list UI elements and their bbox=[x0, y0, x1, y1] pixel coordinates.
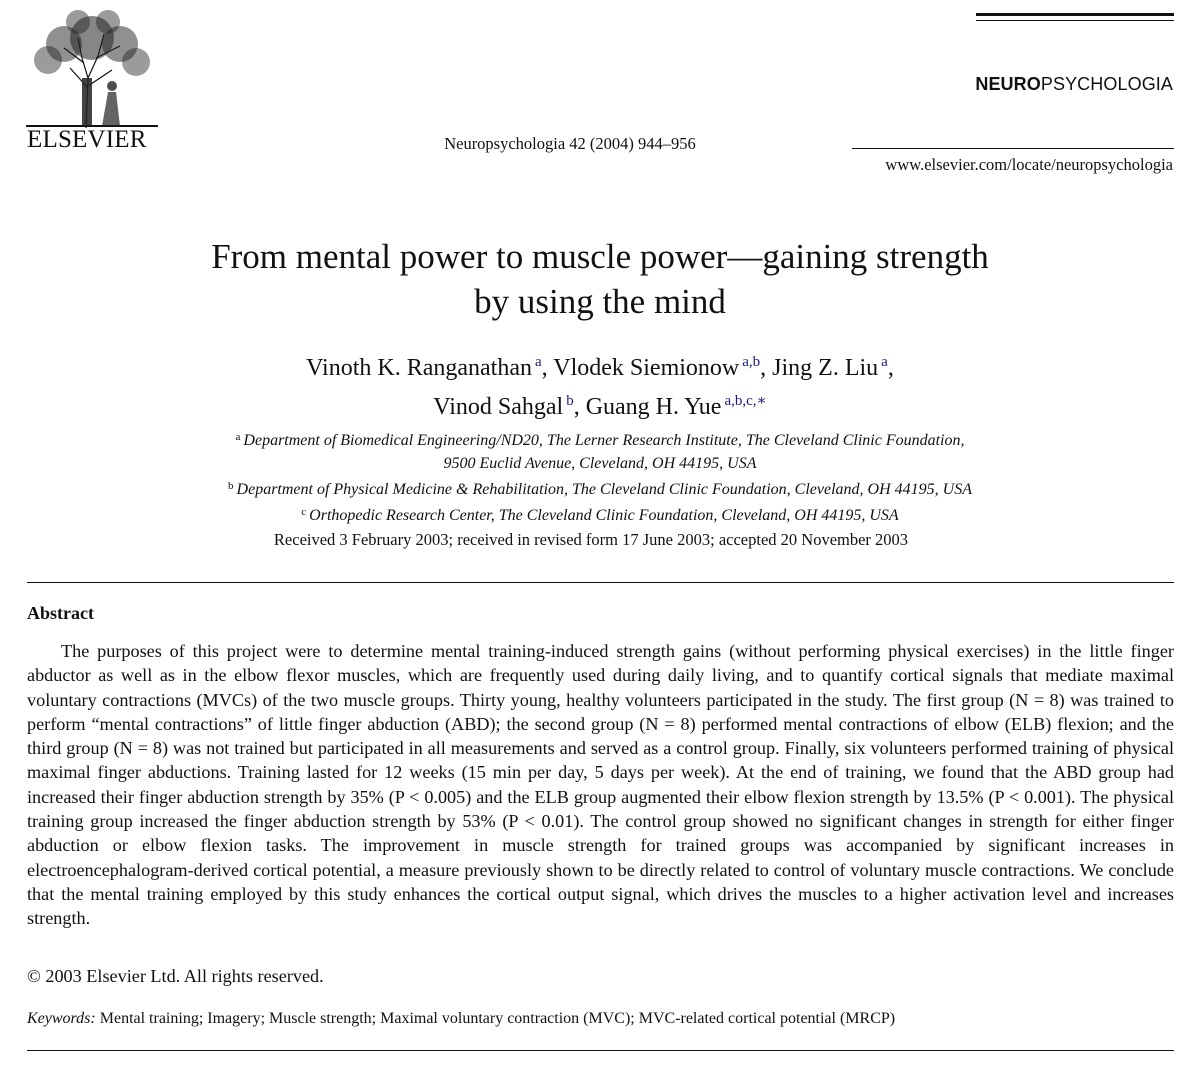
author-affil-mark[interactable]: a,b bbox=[742, 354, 761, 370]
abstract-rule-bottom bbox=[27, 1050, 1174, 1051]
affiliations bbox=[0, 426, 1200, 527]
journal-citation: Neuropsychologia 42 (2004) 944–956 bbox=[444, 134, 696, 153]
abstract-heading: Abstract bbox=[27, 603, 94, 623]
journal-url[interactable]: www.elsevier.com/locate/neuropsychologia bbox=[885, 155, 1173, 174]
article-dates: Received 3 February 2003; received in revised form 17 June 2003; accepted 20 November 2003 bbox=[273, 530, 909, 549]
author-name: Jing Z. Liu bbox=[772, 355, 879, 381]
keywords-label: Keywords: bbox=[27, 1010, 96, 1027]
keywords bbox=[27, 1010, 895, 1028]
author-affil-mark[interactable]: a,b,c,∗ bbox=[724, 393, 767, 409]
abstract-body: The purposes of this project were to determine mental training-induced strength gains (without performing physical exercises) in the little finger abductor as well as in the elbow flexor muscles, which are frequently used during daily living, and to quantify cortical signals that mediate maximal voluntary contractions (MVCs) of the two muscle groups. Thirty young, healthy volunteers participated in the study. The first group (N = 8) was trained to perform “mental contractions” of little finger abduction (ABD); the second group (N = 8) performed mental contractions of elbow (ELB) flexion; and the third group (N = 8) was not trained but participated in all measurements and served as a control group. Finally, six volunteers performed training of physical maximal finger abductions. Training lasted for 12 weeks (15 min per day, 5 days per week). At the end of training, we found that the ABD group had increased their finger abduction strength by 35% (P < 0.005) and the ELB group augmented their elbow flexion strength by 13.5% (P < 0.001). The physical training group increased the finger abduction strength by 53% (P < 0.01). The control group showed no significant changes in strength for either finger abduction or elbow flexion tasks. The improvement in muscle strength for trained groups was accompanied by significant increases in electroencephalogram-derived cortical potential, a measure previously shown to be directly related to control of voluntary muscle contractions. We conclude that the mental training employed by this study enhances the cortical output signal, which drives the muscles to a higher activation level and increases strength. bbox=[27, 641, 1174, 929]
journal-url-rule bbox=[852, 148, 1174, 149]
author-line-2: Vinod Sahgal $^b$, Guang H. Yue $^{a,b,c,∗}$ bbox=[433, 393, 767, 420]
author-affil-mark[interactable]: b bbox=[566, 393, 574, 409]
header-rule-thick bbox=[976, 13, 1174, 16]
author-name: Vlodek Siemionow bbox=[553, 355, 740, 381]
title-line-2: by using the mind bbox=[474, 282, 726, 321]
elsevier-tree-icon bbox=[24, 8, 160, 130]
copyright-notice: © 2003 Elsevier Ltd. All rights reserved. bbox=[27, 966, 324, 986]
author-name: Guang H. Yue bbox=[585, 394, 722, 420]
author-affil-mark[interactable]: a bbox=[535, 354, 542, 370]
article-title bbox=[0, 234, 1200, 324]
affiliation-c: $^c$ Orthopedic Research Center, The Cleveland Clinic Foundation, Cleveland, OH 44195, USA bbox=[301, 506, 899, 524]
abstract-rule-top bbox=[27, 582, 1174, 583]
author-name: Vinod Sahgal bbox=[433, 394, 564, 420]
author-name: Vinoth K. Ranganathan bbox=[306, 355, 532, 381]
author-list bbox=[0, 346, 1200, 424]
header-rule-thin bbox=[976, 20, 1174, 21]
journal-name: NEUROPSYCHOLOGIA bbox=[975, 74, 1173, 94]
keywords-list: Mental training; Imagery; Muscle strength; Maximal voluntary contraction (MVC); MVC-related cortical potential (MRCP) bbox=[99, 1010, 896, 1027]
author-affil-mark[interactable]: a bbox=[881, 354, 888, 370]
affiliation-a: $^a$ Department of Biomedical Engineering/ND20, The Lerner Research Institute, The Cleveland Clinic Foundation, bbox=[235, 431, 965, 449]
author-line-1: Vinoth K. Ranganathan $^a$, Vlodek Siemionow $^{a,b}$, Jing Z. Liu $^a$, bbox=[306, 354, 894, 381]
affiliation-a-line2: 9500 Euclid Avenue, Cleveland, OH 44195, USA bbox=[443, 455, 757, 472]
publisher-name: ELSEVIER bbox=[27, 126, 147, 153]
title-line-1: From mental power to muscle power—gaining strength bbox=[211, 237, 989, 276]
affiliation-b: $^b$ Department of Physical Medicine & Rehabilitation, The Cleveland Clinic Foundation, Cleveland, OH 44195, USA bbox=[228, 480, 972, 498]
